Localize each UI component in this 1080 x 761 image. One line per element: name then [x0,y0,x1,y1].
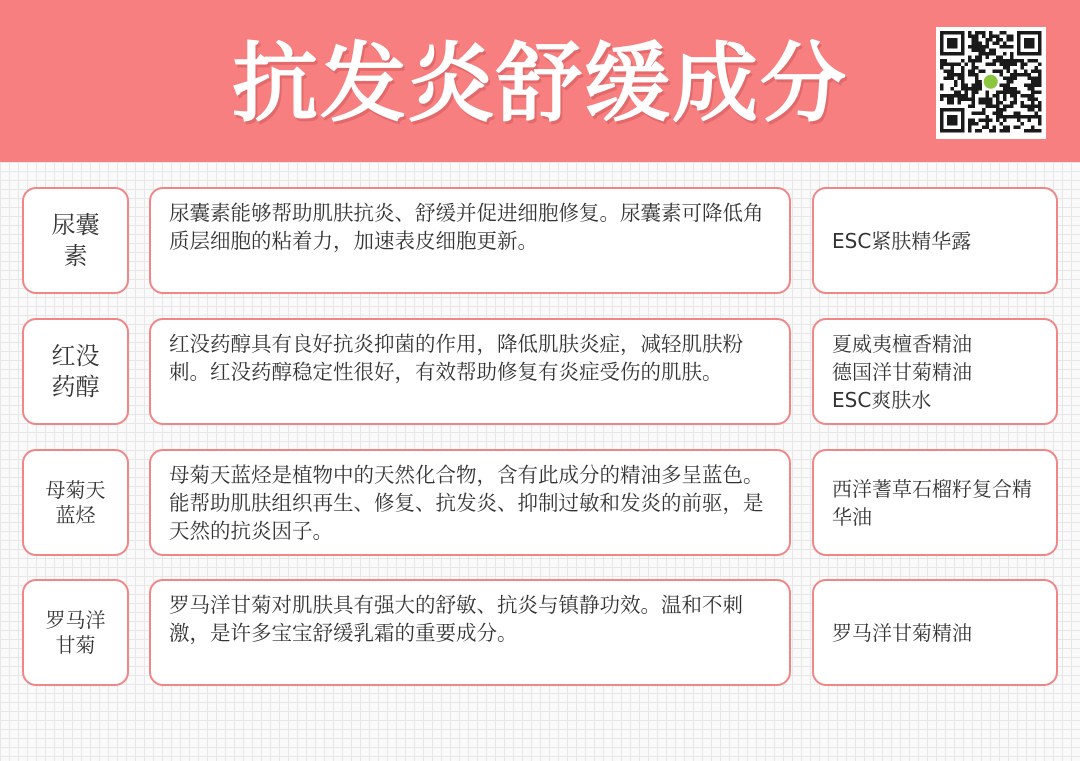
ingredient-description-box [149,579,791,686]
product-item: 夏威夷檀香精油 [832,331,972,356]
ingredient-name-box [22,579,129,686]
product-item: ESC爽肤水 [832,387,932,412]
ingredient-name-box [22,449,129,556]
product-list [832,619,972,647]
ingredient-description: 红没药醇具有良好抗炎抑菌的作用，降低肌肤炎症，减轻肌肤粉刺。红没药醇稳定性很好，有效帮助修复有炎症受伤的肌肤。 [169,332,743,384]
ingredient-name-box [22,187,129,294]
ingredient-description: 母菊天蓝烃是植物中的天然化合物，含有此成分的精油多呈蓝色。能帮助肌肤组织再生、修复、抗发炎、抑制过敏和发炎的前驱，是天然的抗炎因子。 [169,463,764,543]
product-list-box [812,187,1058,294]
product-item: 西洋蓍草石榴籽复合精华油 [832,476,1032,529]
ingredient-description: 罗马洋甘菊对肌肤具有强大的舒敏、抗炎与镇静功效。温和不刺激，是许多宝宝舒缓乳霜的重要成分。 [169,593,743,645]
header-banner [0,0,1080,162]
ingredient-description-box [149,318,791,425]
product-list-box [812,579,1058,686]
ingredient-description: 尿囊素能够帮助肌肤抗炎、舒缓并促进细胞修复。尿囊素可降低角质层细胞的粘着力，加速表皮细胞更新。 [169,201,764,253]
product-list-box [812,449,1058,556]
product-list-box [812,318,1058,425]
ingredient-name: 罗马洋甘菊 [45,607,106,657]
product-item: 德国洋甘菊精油 [832,359,972,384]
ingredient-description-box [149,187,791,294]
product-item: ESC紧肤精华露 [832,228,972,253]
product-list [832,227,971,255]
product-item: 罗马洋甘菊精油 [832,620,972,645]
ingredient-name: 红没药醇 [51,341,100,401]
product-list [832,475,1040,531]
ingredient-name-box [22,318,129,425]
ingredient-name: 母菊天蓝烃 [45,477,106,527]
product-list [832,330,972,414]
ingredient-description-box [149,449,791,556]
qr-code-icon [936,27,1046,139]
page-title: 抗发炎舒缓成分 [232,34,848,134]
ingredient-name: 尿囊素 [51,210,100,270]
